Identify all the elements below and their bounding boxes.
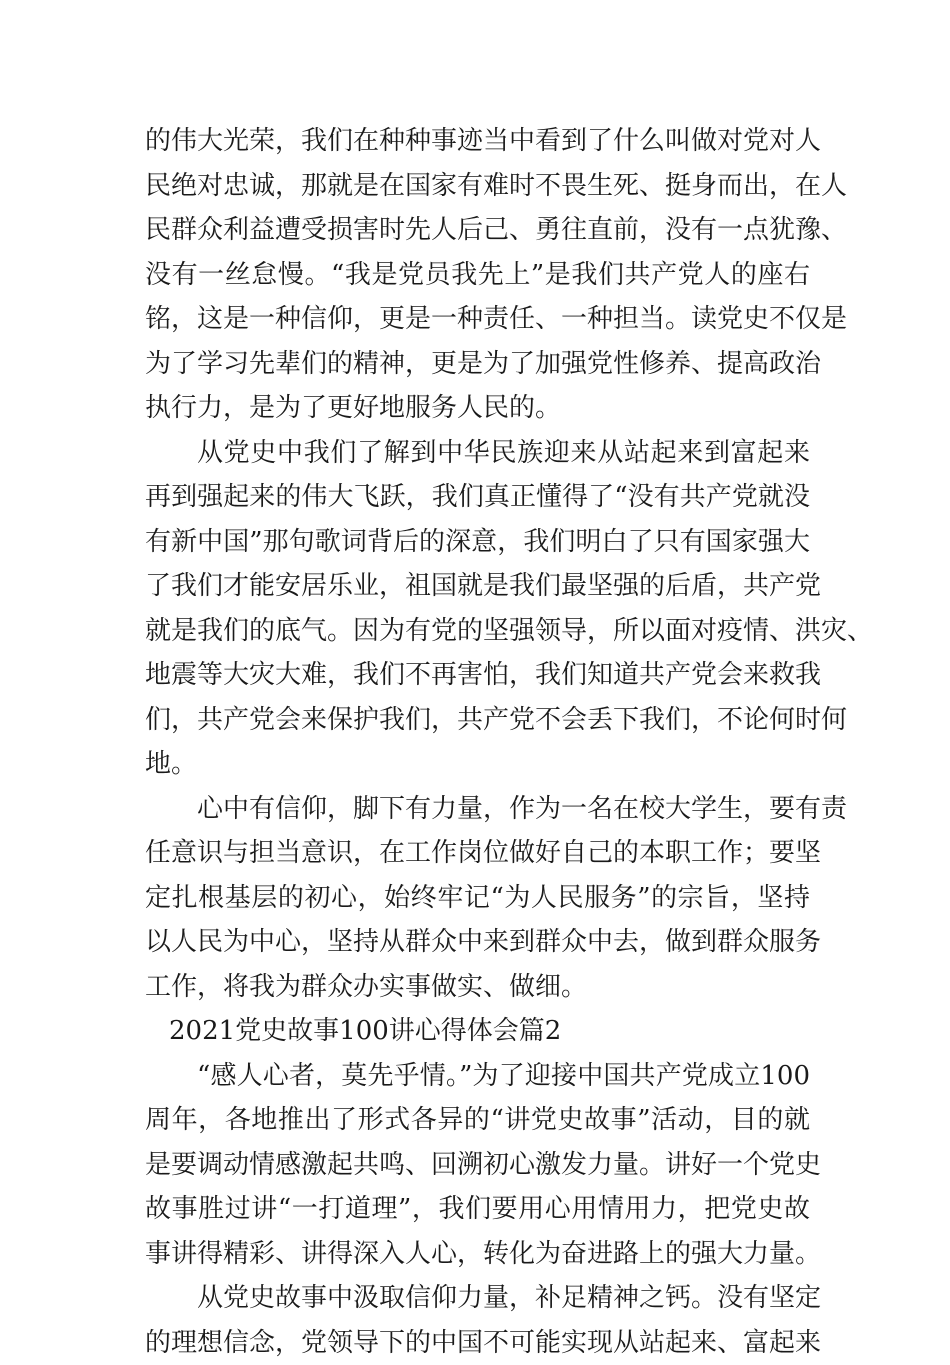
text-line: 是要调动情感激起共鸣、回溯初心激发力量。讲好一个党史	[145, 1143, 810, 1188]
text-line: 铭，这是一种信仰，更是一种责任、一种担当。读党史不仅是	[145, 297, 810, 342]
text-line: 就是我们的底气。因为有党的坚强领导，所以面对疫情、洪灾、	[145, 609, 810, 654]
paragraph-first-line: 心中有信仰，脚下有力量，作为一名在校大学生，要有责	[145, 787, 810, 832]
paragraph-first-line: 从党史故事中汲取信仰力量，补足精神之钙。没有坚定	[145, 1276, 810, 1321]
text-line: 了我们才能安居乐业，祖国就是我们最坚强的后盾，共产党	[145, 564, 810, 609]
document-body	[145, 119, 810, 1365]
text-line: 再到强起来的伟大飞跃，我们真正懂得了“没有共产党就没	[145, 475, 810, 520]
text-line: 们，共产党会来保护我们，共产党不会丢下我们，不论何时何	[145, 698, 810, 743]
section-heading: 2021党史故事100讲心得体会篇2	[145, 1009, 810, 1054]
text-line: 没有一丝怠慢。“我是党员我先上”是我们共产党人的座右	[145, 253, 810, 298]
text-line: 以人民为中心，坚持从群众中来到群众中去，做到群众服务	[145, 920, 810, 965]
text-line: 民群众利益遭受损害时先人后己、勇往直前，没有一点犹豫、	[145, 208, 810, 253]
text-line: 故事胜过讲“一打道理”，我们要用心用情用力，把党史故	[145, 1187, 810, 1232]
text-line: 执行力，是为了更好地服务人民的。	[145, 386, 810, 431]
text-line: 地震等大灾大难，我们不再害怕，我们知道共产党会来救我	[145, 653, 810, 698]
text-line: 民绝对忠诚，那就是在国家有难时不畏生死、挺身而出，在人	[145, 164, 810, 209]
paragraph-first-line: 从党史中我们了解到中华民族迎来从站起来到富起来	[145, 431, 810, 476]
text-line: 任意识与担当意识，在工作岗位做好自己的本职工作；要坚	[145, 831, 810, 876]
text-line: 有新中国”那句歌词背后的深意，我们明白了只有国家强大	[145, 520, 810, 565]
text-line: 定扎根基层的初心，始终牢记“为人民服务”的宗旨，坚持	[145, 876, 810, 921]
text-line: 为了学习先辈们的精神，更是为了加强党性修养、提高政治	[145, 342, 810, 387]
text-line: 工作，将我为群众办实事做实、做细。	[145, 965, 810, 1010]
text-line: 事讲得精彩、讲得深入人心，转化为奋进路上的强大力量。	[145, 1232, 810, 1277]
text-line: 周年，各地推出了形式各异的“讲党史故事”活动，目的就	[145, 1098, 810, 1143]
text-line: 地。	[145, 742, 810, 787]
paragraph-first-line: “感人心者，莫先乎情。”为了迎接中国共产党成立100	[145, 1054, 810, 1099]
text-line: 的理想信念，党领导下的中国不可能实现从站起来、富起来	[145, 1321, 810, 1365]
text-line: 的伟大光荣，我们在种种事迹当中看到了什么叫做对党对人	[145, 119, 810, 164]
